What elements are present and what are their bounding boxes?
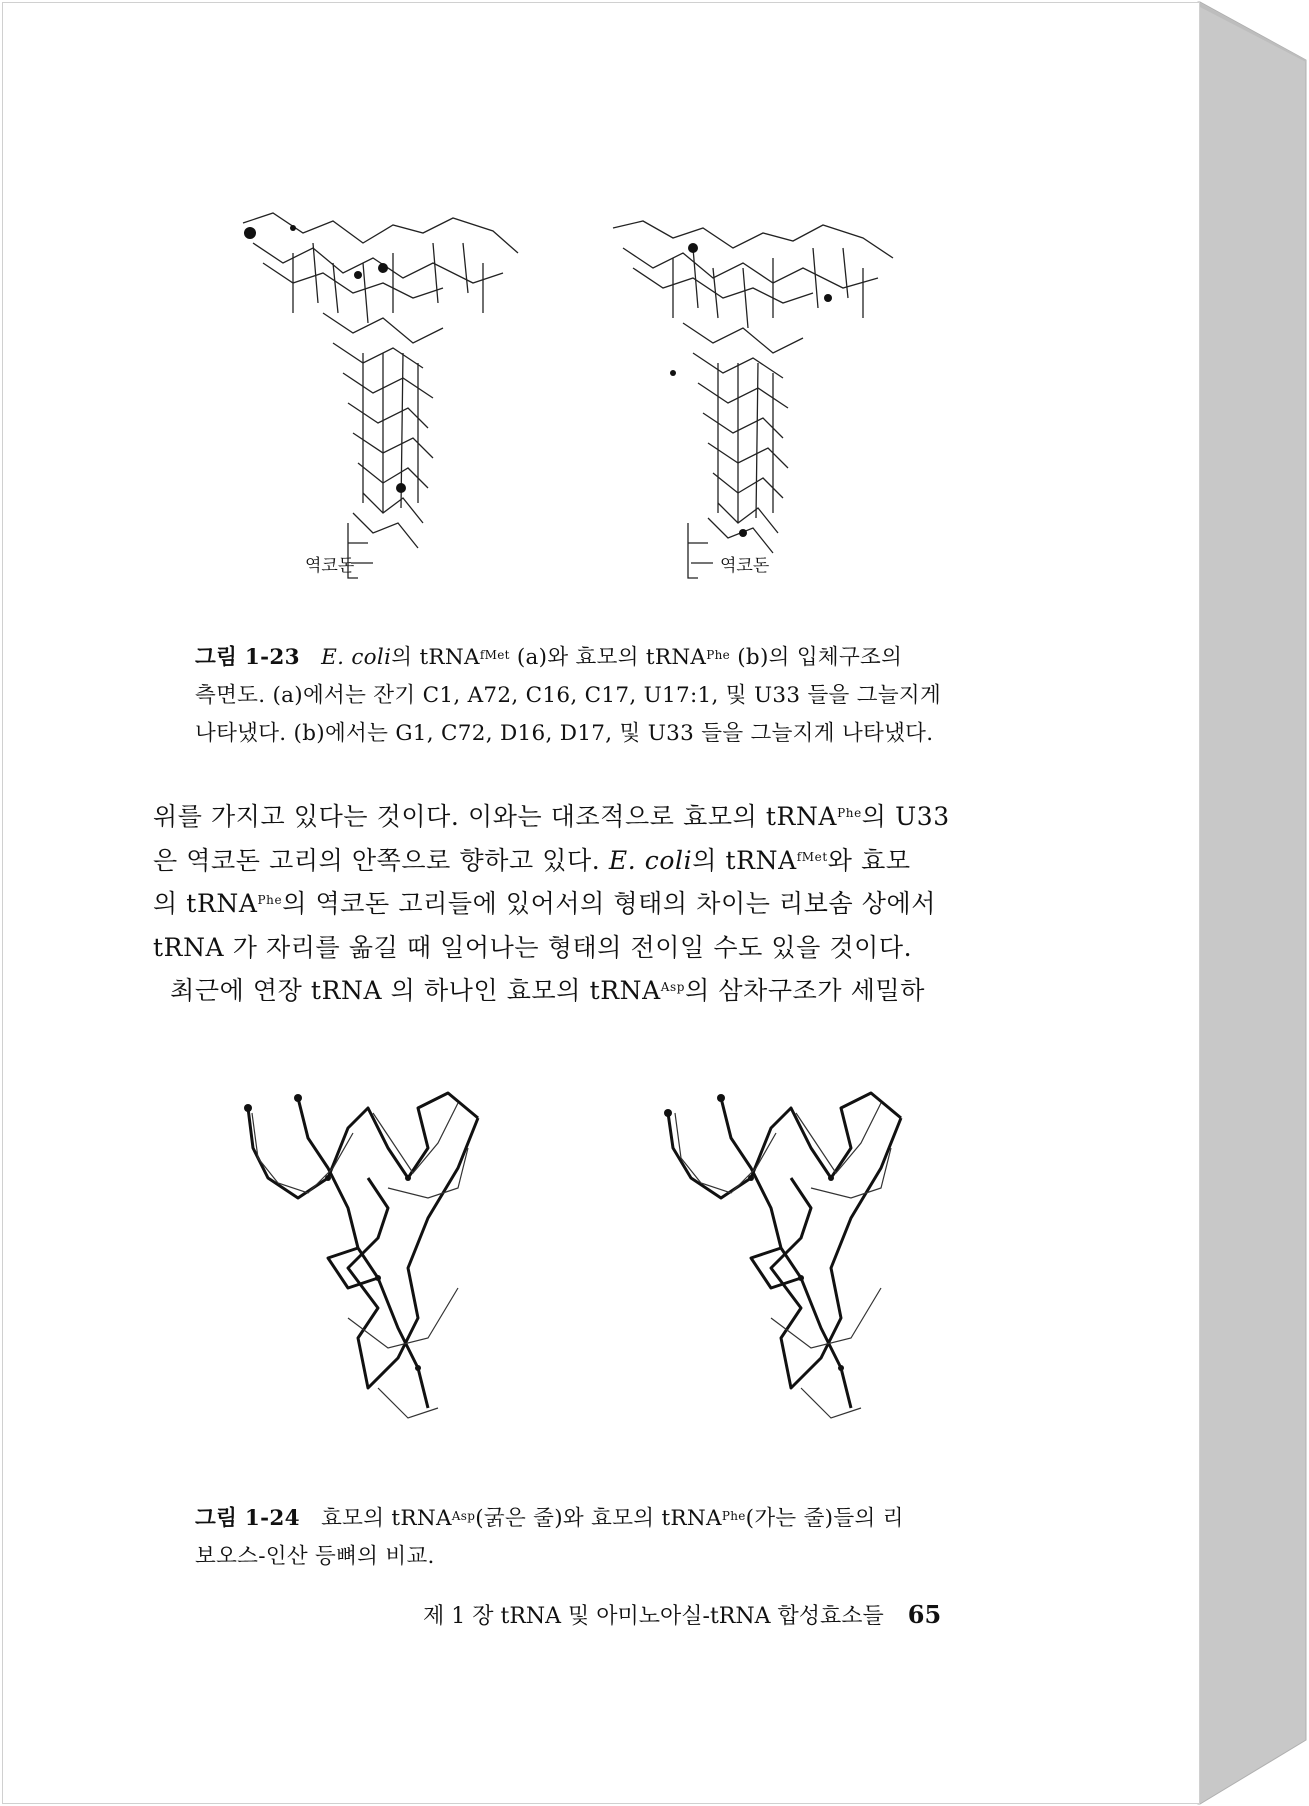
caption-line	[195, 639, 995, 677]
chapter-title: 제 1 장 tRNA 및 아미노아실-tRNA 합성효소들	[423, 1604, 884, 1629]
ribose-phosphate-backbone-right	[653, 1088, 933, 1448]
text: 와 효모	[827, 845, 911, 875]
caption-text: (a)와 효모의 tRNA	[509, 645, 707, 670]
body-line: tRNA 가 자리를 옮길 때 일어나는 형태의 전이일 수도 있을 것이다.	[153, 932, 913, 962]
text: 의 역코돈 고리들에 있어서의 형태의 차이는 리보솜 상에서	[282, 889, 937, 918]
superscript: Asp	[451, 1509, 476, 1523]
caption-text: (가는 줄)들의 리	[745, 1506, 904, 1531]
superscript: fMet	[479, 648, 510, 662]
figure-1-23-caption	[195, 639, 995, 753]
body-line	[153, 969, 1023, 1013]
anticodon-label-left: 역코돈	[305, 556, 355, 576]
superscript: Phe	[706, 648, 731, 662]
italic-text: E. coli	[608, 845, 693, 875]
superscript: Phe	[721, 1509, 746, 1523]
body-paragraph	[153, 795, 1023, 1013]
body-line	[153, 882, 1023, 926]
trna-stereo-structure-right	[603, 213, 903, 593]
caption-line	[195, 1500, 995, 1538]
body-line	[153, 795, 1023, 839]
anticodon-label-right: 역코돈	[720, 556, 770, 576]
figure-label: 그림 1-24	[195, 1506, 300, 1531]
text: 위를 가지고 있다는 것이다. 이와는 대조적으로 효모의 tRNA	[153, 802, 838, 831]
superscript: fMet	[796, 849, 828, 864]
body-line	[153, 839, 1023, 883]
figure-label: 그림 1-23	[195, 645, 300, 670]
trna-stereo-structure-left	[233, 203, 533, 593]
text: 의 삼차구조가 세밀하	[685, 976, 925, 1005]
ribose-phosphate-backbone-left	[228, 1088, 508, 1448]
caption-line: 나타냈다. (b)에서는 G1, C72, D16, D17, 및 U33 들을 그늘지게 나타냈다.	[195, 721, 934, 746]
caption-italic: E. coli	[321, 645, 392, 670]
caption-line: 측면도. (a)에서는 잔기 C1, A72, C16, C17, U17:1, 및 U33 들을 그늘지게	[195, 683, 942, 708]
caption-text: (굵은 줄)와 효모의 tRNA	[475, 1506, 722, 1531]
book-page	[2, 2, 1200, 1804]
superscript: Asp	[660, 980, 686, 994]
caption-text: 의 tRNA	[391, 645, 480, 670]
text: 최근에 연장 tRNA 의 하나인 효모의 tRNA	[153, 976, 661, 1005]
caption-text: (b)의 입체구조의	[730, 645, 903, 670]
superscript: Phe	[257, 893, 283, 907]
text: 의 tRNA	[692, 845, 797, 875]
figure-1-24-caption	[195, 1500, 995, 1576]
page-footer	[423, 1599, 1003, 1630]
text: 은 역코돈 고리의 안쪽으로 향하고 있다.	[153, 845, 609, 875]
superscript: Phe	[837, 806, 862, 820]
text: 의 U33	[861, 802, 950, 831]
caption-text: 효모의 tRNA	[321, 1506, 452, 1531]
caption-line: 보오스-인산 등뼈의 비교.	[195, 1544, 435, 1569]
page-number: 65	[907, 1600, 942, 1629]
text: 의 tRNA	[153, 889, 258, 918]
